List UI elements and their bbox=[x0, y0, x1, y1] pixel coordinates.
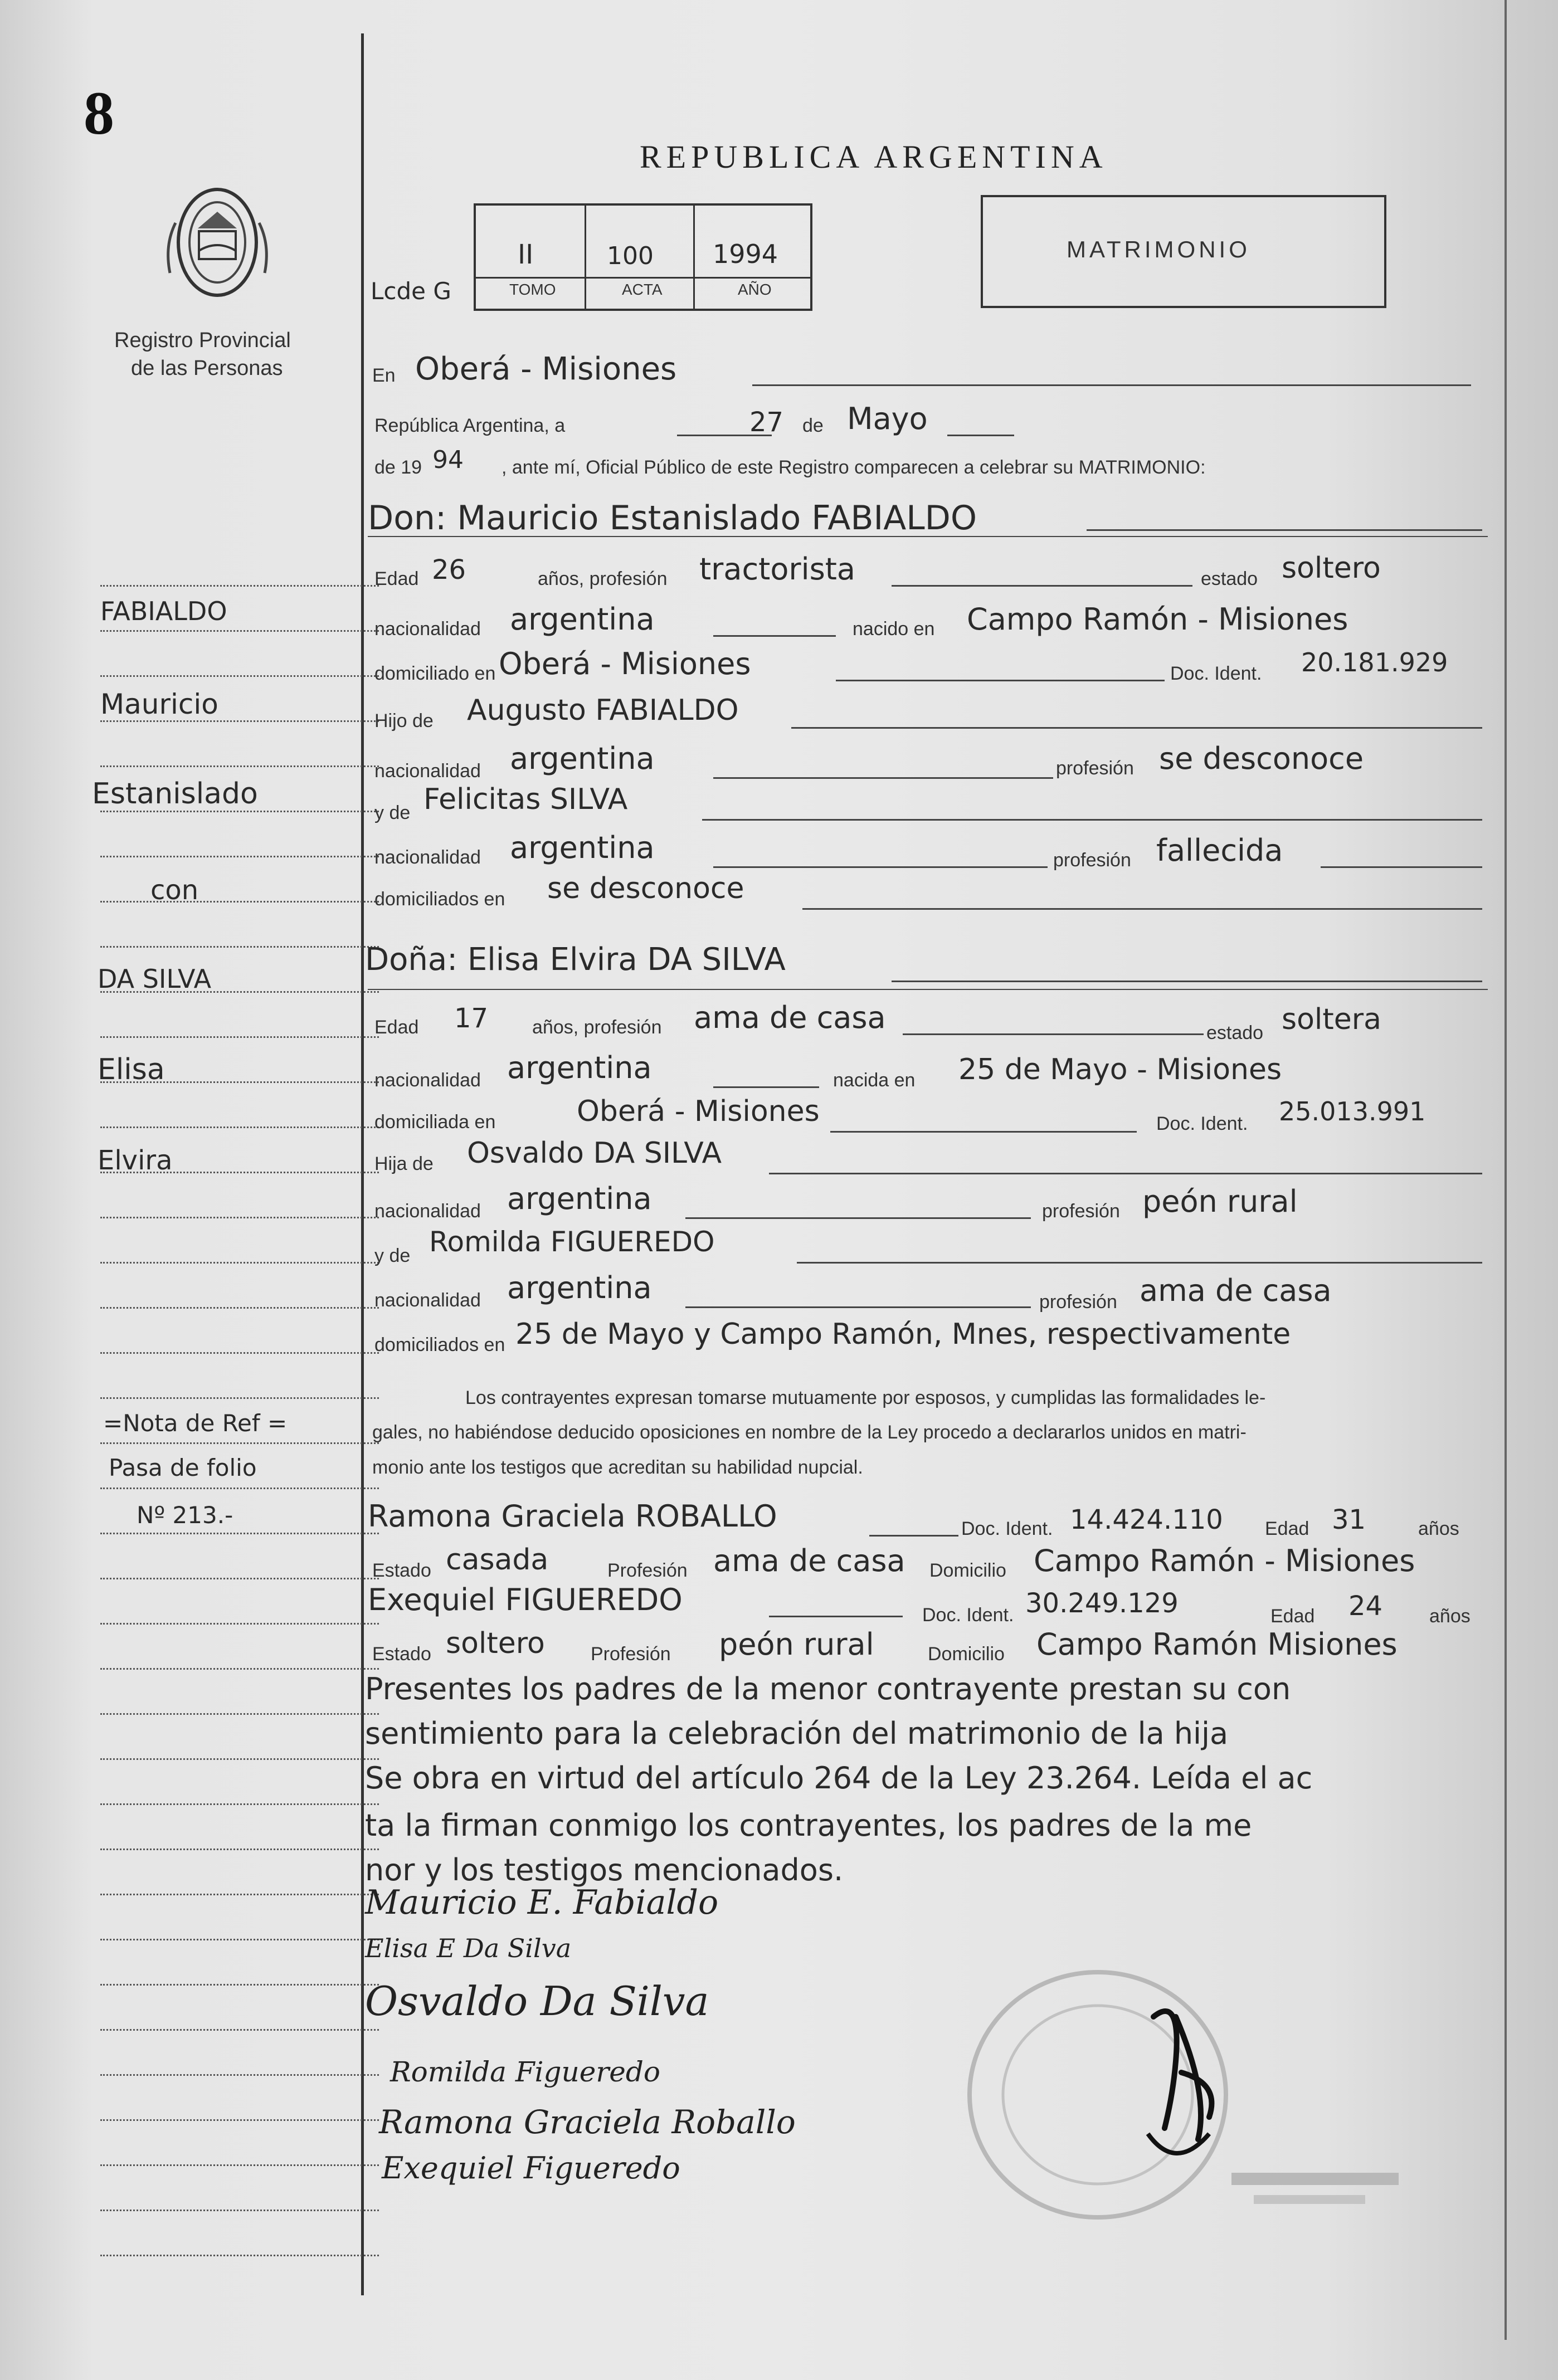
witness1-dom-label: Domicilio bbox=[929, 1560, 1006, 1581]
margin-name-2a: Elisa bbox=[98, 1053, 165, 1086]
signature-3: Osvaldo Da Silva bbox=[365, 1978, 709, 2025]
margin-dotted-rule bbox=[100, 901, 379, 903]
margin-dotted-rule bbox=[100, 811, 379, 812]
margin-name-1a: Mauricio bbox=[100, 688, 218, 720]
margin-note-1: =Nota de Ref = bbox=[103, 1410, 288, 1437]
groom-mother: Felicitas SILVA bbox=[423, 783, 628, 816]
authority-line-2: de las Personas bbox=[131, 357, 283, 380]
signature-4: Romilda Figueredo bbox=[390, 2056, 660, 2088]
bride-mother-prof-label: profesión bbox=[1039, 1291, 1117, 1313]
bride-domiciliados-label: domiciliados en bbox=[374, 1334, 505, 1355]
day-value: 27 bbox=[749, 407, 784, 438]
de-label: de bbox=[802, 415, 824, 436]
legal-line-3: monio ante los testigos que acreditan su habilidad nupcial. bbox=[372, 1457, 863, 1478]
bride-father: Osvaldo DA SILVA bbox=[467, 1137, 722, 1170]
tomo-value: II bbox=[518, 239, 534, 270]
bride-father-prof: peón rural bbox=[1142, 1184, 1298, 1219]
witness2-anos-label: años bbox=[1429, 1606, 1471, 1627]
margin-dotted-rule bbox=[100, 1488, 379, 1489]
place-value: Oberá - Misiones bbox=[415, 351, 677, 387]
bride-nacionalidad: argentina bbox=[507, 1050, 652, 1085]
margin-dotted-rule bbox=[100, 856, 379, 857]
margin-note-2: Pasa de folio bbox=[109, 1454, 257, 1481]
groom-nacido: Campo Ramón - Misiones bbox=[967, 602, 1348, 637]
witness2-doc-label: Doc. Ident. bbox=[922, 1604, 1014, 1626]
bride-domicilio: Oberá - Misiones bbox=[577, 1095, 820, 1128]
margin-name-2b: Elvira bbox=[98, 1145, 173, 1176]
margin-dotted-rule bbox=[100, 1939, 379, 1940]
witness1-prof: ama de casa bbox=[713, 1543, 905, 1578]
margin-dotted-rule bbox=[100, 1307, 379, 1309]
margin-dotted-rule bbox=[100, 1713, 379, 1715]
legal-line-1: Los contrayentes expresan tomarse mutuamente por esposos, y cumplidas las formalidades le- bbox=[465, 1387, 1266, 1408]
bride-mother-prof: ama de casa bbox=[1140, 1273, 1332, 1308]
acta-label: ACTA bbox=[622, 281, 663, 298]
bride-nac-label: nacionalidad bbox=[374, 1070, 481, 1091]
margin-dotted-rule bbox=[100, 765, 379, 767]
bride-doc: 25.013.991 bbox=[1279, 1096, 1426, 1126]
groom-full-name: Don: Mauricio Estanislado FABIALDO bbox=[368, 499, 977, 538]
margin-dotted-rule bbox=[100, 675, 379, 677]
groom-nacido-label: nacido en bbox=[853, 618, 935, 640]
groom-hijo-label: Hijo de bbox=[374, 710, 434, 731]
register-type-box bbox=[981, 195, 1386, 308]
bride-nacida-label: nacida en bbox=[833, 1070, 916, 1091]
margin-dotted-rule bbox=[100, 1126, 379, 1128]
margin-dotted-rule bbox=[100, 2255, 379, 2256]
bride-estado-label: estado bbox=[1206, 1022, 1264, 1043]
ano-value: 1994 bbox=[713, 239, 778, 269]
margin-dotted-rule bbox=[100, 1623, 379, 1625]
right-rule bbox=[1505, 0, 1507, 2340]
month-value: Mayo bbox=[847, 401, 928, 436]
witness1-doc: 14.424.110 bbox=[1070, 1504, 1223, 1535]
groom-mother-prof-label: profesión bbox=[1053, 850, 1131, 871]
witness1-doc-label: Doc. Ident. bbox=[961, 1518, 1053, 1539]
year-prefix: de 19 bbox=[374, 457, 422, 478]
witness2-dom-label: Domicilio bbox=[928, 1643, 1005, 1665]
bride-estado: soltera bbox=[1282, 1003, 1381, 1036]
prefix-handwritten: Lcde G bbox=[371, 277, 451, 305]
groom-father-prof: se desconoce bbox=[1159, 741, 1364, 776]
bride-doc-label: Doc. Ident. bbox=[1156, 1113, 1248, 1134]
register-type: MATRIMONIO bbox=[1067, 236, 1250, 262]
witness1-edad-label: Edad bbox=[1265, 1518, 1309, 1539]
intro-text: , ante mí, Oficial Público de este Registro comparecen a celebrar su MATRIMONIO: bbox=[502, 457, 1206, 478]
margin-dotted-rule bbox=[100, 630, 379, 632]
groom-doc: 20.181.929 bbox=[1301, 647, 1448, 677]
margin-dotted-rule bbox=[100, 2210, 379, 2211]
margin-surname-1: FABIALDO bbox=[100, 596, 227, 626]
margin-dotted-rule bbox=[100, 1352, 379, 1354]
witness1-prof-label: Profesión bbox=[607, 1560, 688, 1581]
groom-mother-prof: fallecida bbox=[1156, 833, 1283, 868]
margin-dotted-rule bbox=[100, 1262, 379, 1264]
witness2-doc: 30.249.129 bbox=[1025, 1588, 1179, 1619]
record-box bbox=[474, 203, 812, 311]
country-title: REPUBLICA ARGENTINA bbox=[640, 139, 1108, 175]
margin-dotted-rule bbox=[100, 1442, 379, 1444]
groom-domic-label: domiciliado en bbox=[374, 663, 496, 684]
signature-6: Exequiel Figueredo bbox=[382, 2150, 680, 2186]
margin-dotted-rule bbox=[100, 1894, 379, 1895]
margin-dotted-rule bbox=[100, 1533, 379, 1534]
note-line-2: sentimiento para la celebración del matrimonio de la hija bbox=[365, 1716, 1229, 1751]
bride-domic-label: domiciliada en bbox=[374, 1111, 496, 1133]
witness2-edad: 24 bbox=[1348, 1591, 1383, 1622]
signature-1: Mauricio E. Fabialdo bbox=[365, 1883, 719, 1922]
bride-full-name: Doña: Elisa Elvira DA SILVA bbox=[365, 942, 786, 978]
bride-mother-nac-label: nacionalidad bbox=[374, 1290, 481, 1311]
groom-domicilio: Oberá - Misiones bbox=[499, 646, 751, 681]
note-line-5: nor y los testigos mencionados. bbox=[365, 1852, 844, 1888]
republica-label: República Argentina, a bbox=[374, 415, 566, 436]
witness1-estado: casada bbox=[446, 1543, 549, 1577]
legal-line-2: gales, no habiéndose deducido oposiciones en nombre de la Ley procedo a declararlos unidos en matri- bbox=[372, 1422, 1247, 1443]
witness1-anos-label: años bbox=[1418, 1518, 1459, 1539]
bride-yde-label: y de bbox=[374, 1245, 411, 1266]
bride-mother: Romilda FIGUEREDO bbox=[429, 1226, 715, 1258]
bride-father-nac: argentina bbox=[507, 1181, 652, 1216]
margin-dotted-rule bbox=[100, 1578, 379, 1579]
margin-dotted-rule bbox=[100, 1849, 379, 1850]
margin-dotted-rule bbox=[100, 1668, 379, 1670]
bride-edad-label: Edad bbox=[374, 1017, 419, 1038]
witness2-name: Exequiel FIGUEREDO bbox=[368, 1582, 683, 1617]
note-line-4: ta la firman conmigo los contrayentes, los padres de la me bbox=[365, 1808, 1252, 1843]
bride-father-prof-label: profesión bbox=[1042, 1201, 1120, 1222]
groom-doc-label: Doc. Ident. bbox=[1170, 663, 1262, 684]
groom-nac-label: nacionalidad bbox=[374, 618, 481, 640]
margin-dotted-rule bbox=[100, 1217, 379, 1218]
acta-value: 100 bbox=[607, 242, 654, 270]
witness1-name: Ramona Graciela ROBALLO bbox=[368, 1499, 777, 1534]
witness2-estado-label: Estado bbox=[372, 1643, 431, 1665]
en-label: En bbox=[372, 365, 396, 386]
margin-dotted-rule bbox=[100, 2074, 379, 2076]
ano-label: AÑO bbox=[738, 281, 772, 298]
witness1-edad: 31 bbox=[1332, 1504, 1366, 1535]
groom-domiciliados-label: domiciliados en bbox=[374, 889, 505, 910]
groom-domiciliados: se desconoce bbox=[547, 872, 744, 905]
margin-dotted-rule bbox=[100, 2029, 379, 2031]
margin-name-1b: Estanislado bbox=[92, 777, 258, 811]
groom-estado-label: estado bbox=[1201, 568, 1258, 589]
note-line-3: Se obra en virtud del artículo 264 de la Ley 23.264. Leída el ac bbox=[365, 1760, 1313, 1796]
tomo-label: TOMO bbox=[509, 281, 556, 298]
groom-anos-prof-label: años, profesión bbox=[538, 568, 668, 589]
bride-mother-nac: argentina bbox=[507, 1270, 652, 1305]
groom-profesion: tractorista bbox=[699, 552, 855, 587]
groom-father-nac-label: nacionalidad bbox=[374, 760, 481, 782]
bride-nacida: 25 de Mayo - Misiones bbox=[958, 1053, 1282, 1086]
signature-2: Elisa E Da Silva bbox=[365, 1933, 572, 1963]
margin-dotted-rule bbox=[100, 1984, 379, 1986]
margin-dotted-rule bbox=[100, 2164, 379, 2166]
official-stamp-icon bbox=[919, 1950, 1421, 2262]
margin-dotted-rule bbox=[100, 1036, 379, 1038]
groom-edad: 26 bbox=[432, 554, 466, 586]
groom-mother-nac-label: nacionalidad bbox=[374, 847, 481, 868]
margin-note-3: Nº 213.- bbox=[137, 1501, 233, 1529]
bride-anos-prof-label: años, profesión bbox=[532, 1017, 662, 1038]
margin-dotted-rule bbox=[100, 1803, 379, 1805]
margin-dotted-rule bbox=[100, 2119, 379, 2121]
witness1-estado-label: Estado bbox=[372, 1560, 431, 1581]
bride-profesion: ama de casa bbox=[694, 1000, 886, 1035]
margin-dotted-rule bbox=[100, 720, 379, 722]
margin-con: con bbox=[150, 875, 199, 906]
bride-domiciliados: 25 de Mayo y Campo Ramón, Mnes, respectivamente bbox=[515, 1318, 1291, 1351]
year-suffix: 94 bbox=[432, 446, 464, 474]
groom-mother-nac: argentina bbox=[510, 830, 655, 865]
witness2-estado: soltero bbox=[446, 1627, 545, 1660]
witness2-edad-label: Edad bbox=[1270, 1606, 1315, 1627]
witness2-prof-label: Profesión bbox=[591, 1643, 671, 1665]
note-line-1: Presentes los padres de la menor contrayente prestan su con bbox=[365, 1671, 1291, 1706]
groom-estado: soltero bbox=[1282, 552, 1381, 585]
witness1-dom: Campo Ramón - Misiones bbox=[1034, 1543, 1415, 1578]
bride-hija-label: Hija de bbox=[374, 1153, 434, 1174]
groom-father-nac: argentina bbox=[510, 741, 655, 776]
provincial-seal-icon bbox=[159, 178, 276, 306]
groom-nacionalidad: argentina bbox=[510, 602, 655, 637]
margin-surname-2: DA SILVA bbox=[98, 964, 212, 994]
bride-father-nac-label: nacionalidad bbox=[374, 1201, 481, 1222]
margin-rule bbox=[361, 33, 364, 2295]
margin-dotted-rule bbox=[100, 1758, 379, 1760]
margin-dotted-rule bbox=[100, 585, 379, 587]
witness2-dom: Campo Ramón Misiones bbox=[1036, 1627, 1398, 1662]
groom-yde-label: y de bbox=[374, 802, 411, 823]
groom-father-prof-label: profesión bbox=[1056, 758, 1134, 779]
margin-dotted-rule bbox=[100, 946, 379, 948]
signature-5: Ramona Graciela Roballo bbox=[379, 2103, 796, 2141]
authority-line-1: Registro Provincial bbox=[114, 329, 291, 352]
margin-dotted-rule bbox=[100, 1397, 379, 1399]
bride-edad: 17 bbox=[454, 1003, 489, 1034]
groom-edad-label: Edad bbox=[374, 568, 419, 589]
witness2-prof: peón rural bbox=[719, 1627, 874, 1662]
groom-father: Augusto FABIALDO bbox=[467, 694, 739, 727]
page-number: 8 bbox=[84, 79, 114, 147]
